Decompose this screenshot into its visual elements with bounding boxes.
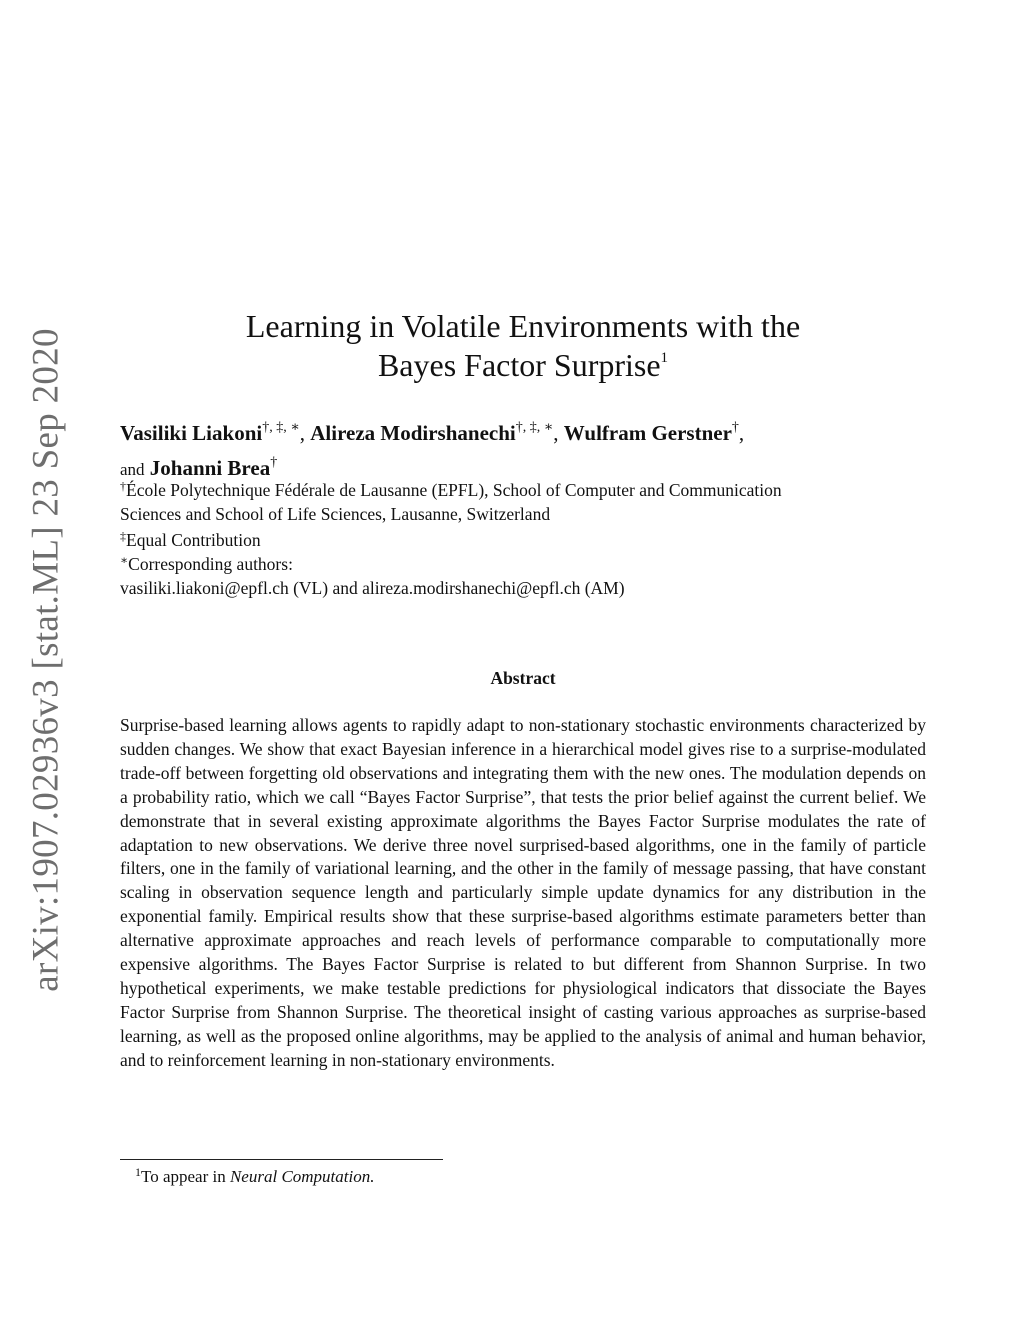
title-line-2: Bayes Factor Surprise xyxy=(377,347,661,383)
author-marks: † xyxy=(270,455,278,470)
author-emails: vasiliki.liakoni@epfl.ch (VL) and alireza.modirshanechi@epfl.ch (AM) xyxy=(120,578,625,598)
title-footnote-mark: 1 xyxy=(660,350,669,366)
author-name: Wulfram Gerstner xyxy=(563,421,732,445)
author-name: Vasiliki Liakoni xyxy=(120,421,263,445)
double-dagger-mark: ‡ xyxy=(120,529,126,543)
author-list: Vasiliki Liakoni†, ‡, ∗, Alireza Modirshanechi†, ‡, ∗, Wulfram Gerstner†, and Johanni Brea† xyxy=(120,420,745,480)
footnote xyxy=(135,1165,374,1187)
footnote-venue: Neural Computation. xyxy=(229,1167,375,1186)
footnote-divider xyxy=(120,1159,443,1160)
star-mark: ∗ xyxy=(120,553,129,567)
author-conjunction: and xyxy=(120,460,145,479)
corresponding-authors-text: Corresponding authors: xyxy=(128,554,293,574)
author-marks: † xyxy=(731,420,739,435)
title-line-1: Learning in Volatile Environments with the xyxy=(245,308,801,344)
author-marks: †, ‡, ∗ xyxy=(515,420,554,435)
equal-contribution-text: Equal Contribution xyxy=(126,530,261,550)
footnote-mark: 1 xyxy=(135,1165,141,1179)
author-marks: †, ‡, ∗ xyxy=(262,420,300,435)
affiliation-epfl xyxy=(120,474,928,526)
affiliation-line-2: Sciences and School of Life Sciences, Lausanne, Switzerland xyxy=(120,504,551,524)
dagger-mark: † xyxy=(120,479,126,493)
paper-title xyxy=(120,310,926,381)
affiliation-line-1: École Polytechnique Fédérale de Lausanne (EPFL), School of Computer and Communication xyxy=(126,480,782,500)
author-name: Alireza Modirshanechi xyxy=(310,421,516,445)
abstract-text: Surprise-based learning allows agents to rapidly adapt to non-stationary stochastic environments characterized by sudden changes. We show that exact Bayesian inference in a hierarchical model gives rise to a surprise-modulated trade-off between forgetting old observations and integrating them with the new ones. The modulation depends on a probability ratio, which we call “Bayes Factor Surprise”, that tests the prior belief against the current belief. We demonstrate that in several existing approximate algorithms the Bayes Factor Surprise modulates the rate of adaptation to new observations. We derive three novel surprised-based algorithms, one in the family of particle filters, one in the family of variational learning, and the other in the family of message passing, that have constant scaling in observation sequence length and particularly simple update dynamics for any distribution in the exponential family. Empirical results show that these surprise-based algorithms estimate parameters better than alternative approximate approaches and reach levels of performance comparable to computationally more expensive algorithms. The Bayes Factor Surprise is related to but different from Shannon Surprise. In two hypothetical experiments, we make testable predictions for physiological indicators that dissociate the Bayes Factor Surprise from Shannon Surprise. The theoretical insight of casting various approaches as surprise-based learning, as well as the proposed online algorithms, may be applied to the analysis of animal and human behavior, and to reinforcement learning in non-stationary environments. xyxy=(120,715,926,1070)
author-name: Johanni Brea xyxy=(149,456,271,480)
footnote-prefix: To appear in xyxy=(141,1167,230,1186)
abstract-heading: Abstract xyxy=(490,668,556,688)
corresponding-authors-note xyxy=(120,548,928,600)
arxiv-identifier: arXiv:1907.02936v3 [stat.ML] 23 Sep 2020 xyxy=(25,328,67,992)
